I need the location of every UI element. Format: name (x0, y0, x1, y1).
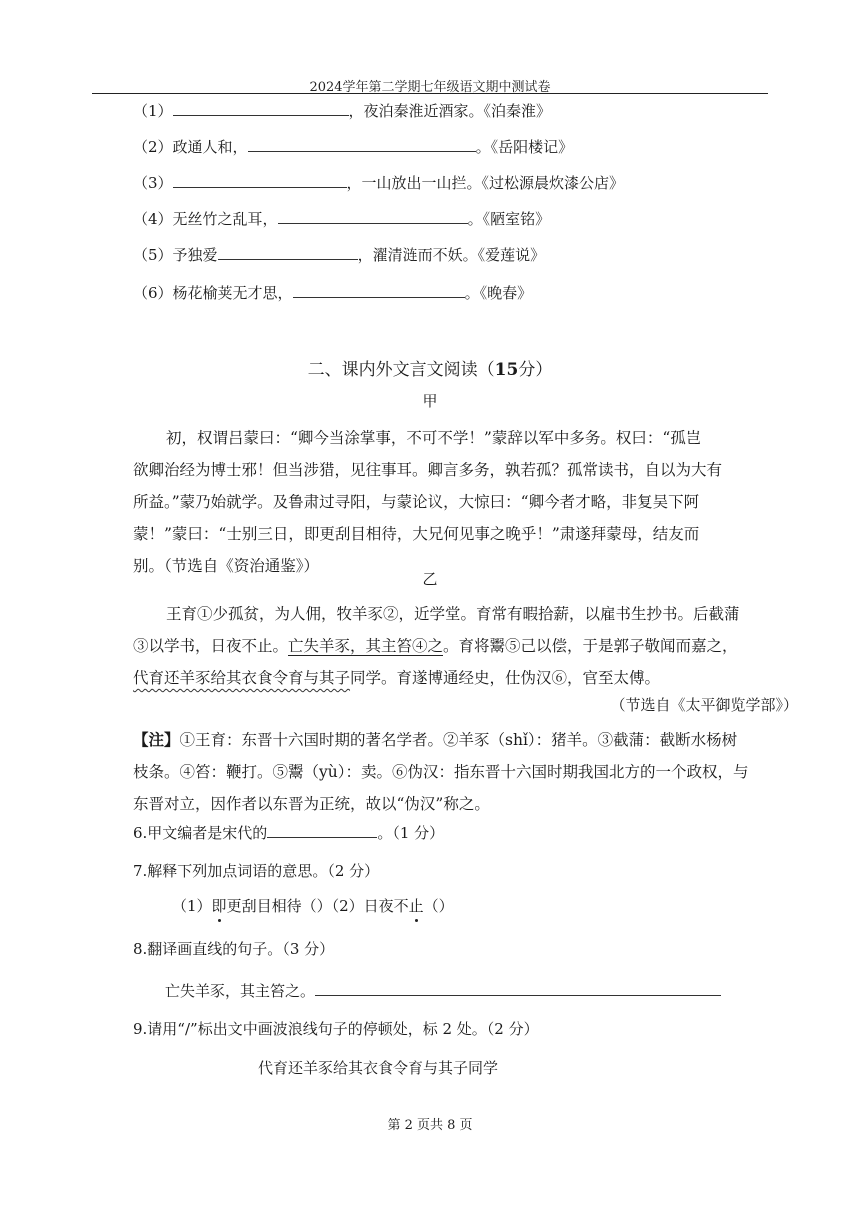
fill-item-label: （4） (133, 210, 173, 228)
fill-item-label: （3） (133, 174, 173, 192)
note-line: 东晋对立，因作者以东晋为正统，故以“伪汉”称之。 (133, 795, 490, 813)
exam-header-title: 2024学年第二学期七年级语文期中测试卷 (309, 80, 551, 95)
fill-item-text: 政通人和， (172, 138, 248, 156)
passage-jia (133, 422, 733, 582)
answer-blank[interactable] (278, 209, 468, 224)
note-line (133, 724, 738, 756)
fill-item-text: 。《晚春》 (464, 284, 533, 302)
passage-line (133, 630, 738, 662)
passage-jia-heading: 甲 (422, 392, 438, 410)
fill-item-text: ，一山放出一山拦。《过松源晨炊漆公店》 (346, 174, 625, 192)
question-7-subitems (172, 895, 454, 916)
fill-item-2 (133, 136, 573, 157)
fill-item-4 (133, 208, 550, 229)
passage-text: 。育将鬻⑤己以偿，于是郭子敬闻而嘉之， (443, 637, 738, 655)
question-6 (133, 822, 444, 843)
question-8: 8.翻译画直线的句子。（3 分） (133, 940, 335, 958)
wavy-underlined-sentence: 代育还羊豕给其衣食令育与其子 (133, 669, 351, 687)
fill-item-label: （5） (133, 246, 173, 264)
question-9-sentence: 代育还羊豕给其衣食令育与其子同学 (258, 1059, 499, 1077)
answer-blank[interactable] (173, 173, 347, 188)
section-title-score: 15 (494, 360, 519, 380)
answer-blank[interactable] (315, 981, 721, 996)
note-text: ①王育：东晋十六国时期的著名学者。②羊豕（shǐ）：猪羊。③截蒲：截断水杨树 (179, 731, 738, 749)
underlined-sentence: 亡失羊豕，其主笞④之 (288, 637, 444, 655)
question-8-sentence-row (165, 980, 721, 1001)
passage-text: ③以学书，日夜不止。 (133, 637, 289, 655)
question-7: 7.解释下列加点词语的意思。（2 分） (133, 862, 380, 880)
page-number: 第 2 页共 8 页 (387, 1118, 473, 1133)
subitem-label: （1） (172, 897, 212, 915)
section-title-prefix: 二、课内外文言文阅读（ (307, 360, 495, 380)
passage-line: 欲卿治经为博士邪！但当涉猎，见往事耳。卿言多务，孰若孤？孤常读书，自以为大有 (133, 461, 723, 479)
fill-item-text: ，夜泊秦淮近酒家。《泊秦淮》 (348, 102, 552, 120)
subitem-label: （2）日夜不 (331, 897, 409, 915)
fill-item-text: 予独爱 (172, 246, 218, 264)
fill-item-label: （1） (133, 102, 173, 120)
note-line: 枝条。④笞：鞭打。⑤鬻（yù）：卖。⑥伪汉：指东晋十六国时期我国北方的一个政权，与 (133, 763, 749, 781)
subitem-text: 更刮目相待（） (226, 897, 332, 915)
question-text: 6.甲文编者是宋代的 (133, 824, 268, 842)
answer-blank[interactable] (267, 823, 377, 838)
fill-item-1 (133, 100, 551, 121)
section-title-suffix: 分） (518, 360, 553, 380)
answer-blank[interactable] (173, 101, 349, 116)
section-title (0, 355, 860, 380)
fill-item-label: （6） (133, 284, 173, 302)
passage-line: 王育①少孤贫，为人佣，牧羊豕②，近学堂。育常有暇拾薪，以雇书生抄书。后截蒲 (166, 605, 740, 623)
passage-yi-heading: 乙 (422, 570, 438, 588)
passage-line: 蒙！”蒙曰：“士别三日，即更刮目相待，大兄何见事之晚乎！”肃遂拜蒙母，结友而 (133, 525, 700, 543)
dotted-word: 止 (408, 897, 424, 915)
passage-line (133, 662, 733, 694)
passage-yi (133, 598, 740, 694)
answer-blank[interactable] (248, 137, 476, 152)
fill-item-text: 无丝竹之乱耳， (172, 210, 278, 228)
passage-text: 同学。育遂博通经史，仕伪汉⑥，官至太傅。 (350, 669, 661, 687)
question-text: 。（1 分） (377, 824, 445, 842)
fill-item-label: （2） (133, 138, 173, 156)
fill-item-text: 。《陋室铭》 (467, 210, 551, 228)
fill-item-3 (133, 172, 624, 193)
passage-line: 别。（节选自《资治通鉴》） (133, 557, 320, 575)
passage-yi-source: （节选自《太平御览学部》） (610, 696, 798, 714)
passage-line: 所益。”蒙乃始就学。及鲁肃过寻阳，与蒙论议，大惊曰：“卿今者才略，非复吴下阿 (133, 493, 700, 511)
question-9: 9.请用“/”标出文中画波浪线句子的停顿处，标 2 处。（2 分） (133, 1020, 539, 1038)
note-label: 【注】 (133, 730, 180, 749)
answer-blank[interactable] (293, 283, 465, 298)
fill-item-text: ，濯清涟而不妖。《爱莲说》 (357, 246, 546, 264)
passage-line: 初，权谓吕蒙曰：“卿今当涂掌事，不可不学！”蒙辞以军中多务。权曰：“孤岂 (166, 429, 702, 447)
fill-item-text: 。《岳阳楼记》 (475, 138, 574, 156)
subitem-text: （） (423, 897, 454, 915)
header-rule (92, 93, 768, 94)
dotted-word: 即 (211, 897, 227, 915)
fill-item-text: 杨花榆荚无才思， (172, 284, 293, 302)
answer-blank[interactable] (218, 245, 358, 260)
fill-item-6 (133, 282, 532, 303)
annotations (133, 724, 749, 820)
fill-item-5 (133, 244, 545, 265)
question-sentence: 亡失羊豕，其主笞之。 (165, 982, 316, 1000)
